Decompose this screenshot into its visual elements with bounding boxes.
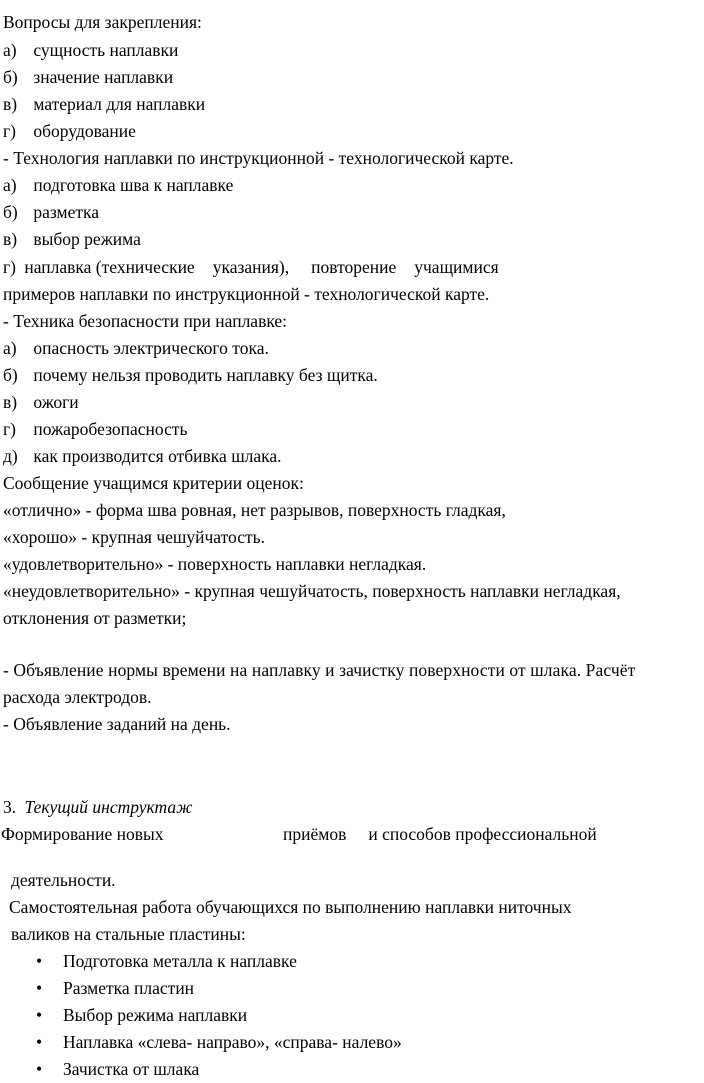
item-text: материал для наплавки [33, 94, 206, 114]
bullet-icon: • [36, 1005, 43, 1025]
item-label: б) [3, 202, 18, 222]
list-item [3, 67, 173, 87]
bullet-item [36, 951, 297, 971]
list-item [3, 229, 141, 249]
list-item [3, 446, 282, 466]
item-label: а) [3, 175, 17, 195]
formation-line-part [283, 824, 597, 844]
bullet-item [36, 1032, 402, 1052]
text-part: и способов профессиональной [368, 824, 597, 844]
criteria-line: «удовлетворительно» - поверхность наплавки негладкая. [3, 554, 427, 574]
criteria-heading: Сообщение учащимся критерии оценок: [3, 473, 304, 493]
item-text: опасность электрического тока. [33, 338, 269, 358]
text-part: приёмов [283, 824, 347, 844]
criteria-line: отклонения от разметки; [3, 608, 187, 628]
list-item [3, 419, 187, 439]
section-heading [3, 797, 192, 817]
questions-heading: Вопросы для закрепления: [3, 12, 202, 32]
item-label: б) [3, 365, 18, 385]
bullet-icon: • [36, 978, 43, 998]
norm-paragraph-line: - Объявление нормы времени на наплавку и зачистку поверхности от шлака. Расчёт [3, 660, 636, 680]
section-title: Текущий инструктаж [24, 797, 193, 817]
list-item [3, 175, 233, 195]
item-text: пожаробезопасность [33, 419, 188, 439]
bullet-text: Выбор режима наплавки [63, 1005, 248, 1025]
item-text: как производится отбивка шлака. [33, 446, 282, 466]
work-paragraph-line: валиков на стальные пластины: [11, 924, 246, 944]
item-label: б) [3, 67, 18, 87]
item-text: оборудование [33, 121, 136, 141]
bullet-text: Зачистка от шлака [63, 1059, 200, 1079]
bullet-text: Разметка пластин [63, 978, 195, 998]
item-label: г) [3, 257, 17, 277]
bullet-item [36, 1005, 247, 1025]
bullet-item [36, 1059, 199, 1079]
bullet-text: Подготовка металла к наплавке [63, 951, 297, 971]
norm-paragraph-line: расхода электродов. [3, 687, 152, 707]
item-text-part: учащимися [414, 257, 499, 277]
text-part: Формирование новых [1, 824, 164, 844]
bullet-icon: • [36, 951, 43, 971]
bullet-text: Наплавка «слева- направо», «справа- налево» [63, 1032, 402, 1052]
item-text: выбор режима [33, 229, 141, 249]
item-text: почему нельзя проводить наплавку без щитка. [33, 365, 378, 385]
item-text: сущность наплавки [33, 40, 179, 60]
bullet-icon: • [36, 1032, 43, 1052]
list-item [3, 257, 499, 277]
item-label: в) [3, 94, 18, 114]
item-text: разметка [33, 202, 100, 222]
item-label: а) [3, 338, 17, 358]
item-label: а) [3, 40, 17, 60]
item-text-part: указания), [212, 257, 290, 277]
list-item [3, 202, 99, 222]
item-label: д) [3, 446, 18, 466]
formation-line [1, 824, 164, 844]
section-number: 3. [3, 797, 17, 817]
list-item [3, 392, 79, 412]
bullet-item [36, 978, 194, 998]
item-text-part: наплавка (технические [24, 257, 195, 277]
item-label: г) [3, 419, 17, 439]
list-item [3, 365, 378, 385]
list-item [3, 94, 205, 114]
item-text: ожоги [33, 392, 79, 412]
item-text-part: повторение [311, 257, 397, 277]
item-text: подготовка шва к наплавке [33, 175, 234, 195]
bullet-icon: • [36, 1059, 43, 1079]
list-item [3, 40, 178, 60]
list-item [3, 338, 269, 358]
item-label: в) [3, 229, 18, 249]
technology-heading: - Технология наплавки по инструкционной - технологической карте. [3, 148, 514, 168]
tasks-line: - Объявление заданий на день. [3, 714, 231, 734]
safety-heading: - Техника безопасности при наплавке: [3, 311, 288, 331]
list-item [3, 121, 136, 141]
item-label: в) [3, 392, 18, 412]
formation-continuation: деятельности. [11, 870, 116, 890]
item-label: г) [3, 121, 17, 141]
item-text: значение наплавки [33, 67, 174, 87]
criteria-line: «отлично» - форма шва ровная, нет разрывов, поверхность гладкая, [3, 500, 506, 520]
work-paragraph-line: Самостоятельная работа обучающихся по выполнению наплавки ниточных [9, 897, 572, 917]
criteria-line: «хорошо» - крупная чешуйчатость. [3, 527, 265, 547]
list-item-continuation: примеров наплавки по инструкционной - технологической карте. [3, 284, 490, 304]
criteria-line: «неудовлетворительно» - крупная чешуйчатость, поверхность наплавки негладкая, [3, 581, 621, 601]
